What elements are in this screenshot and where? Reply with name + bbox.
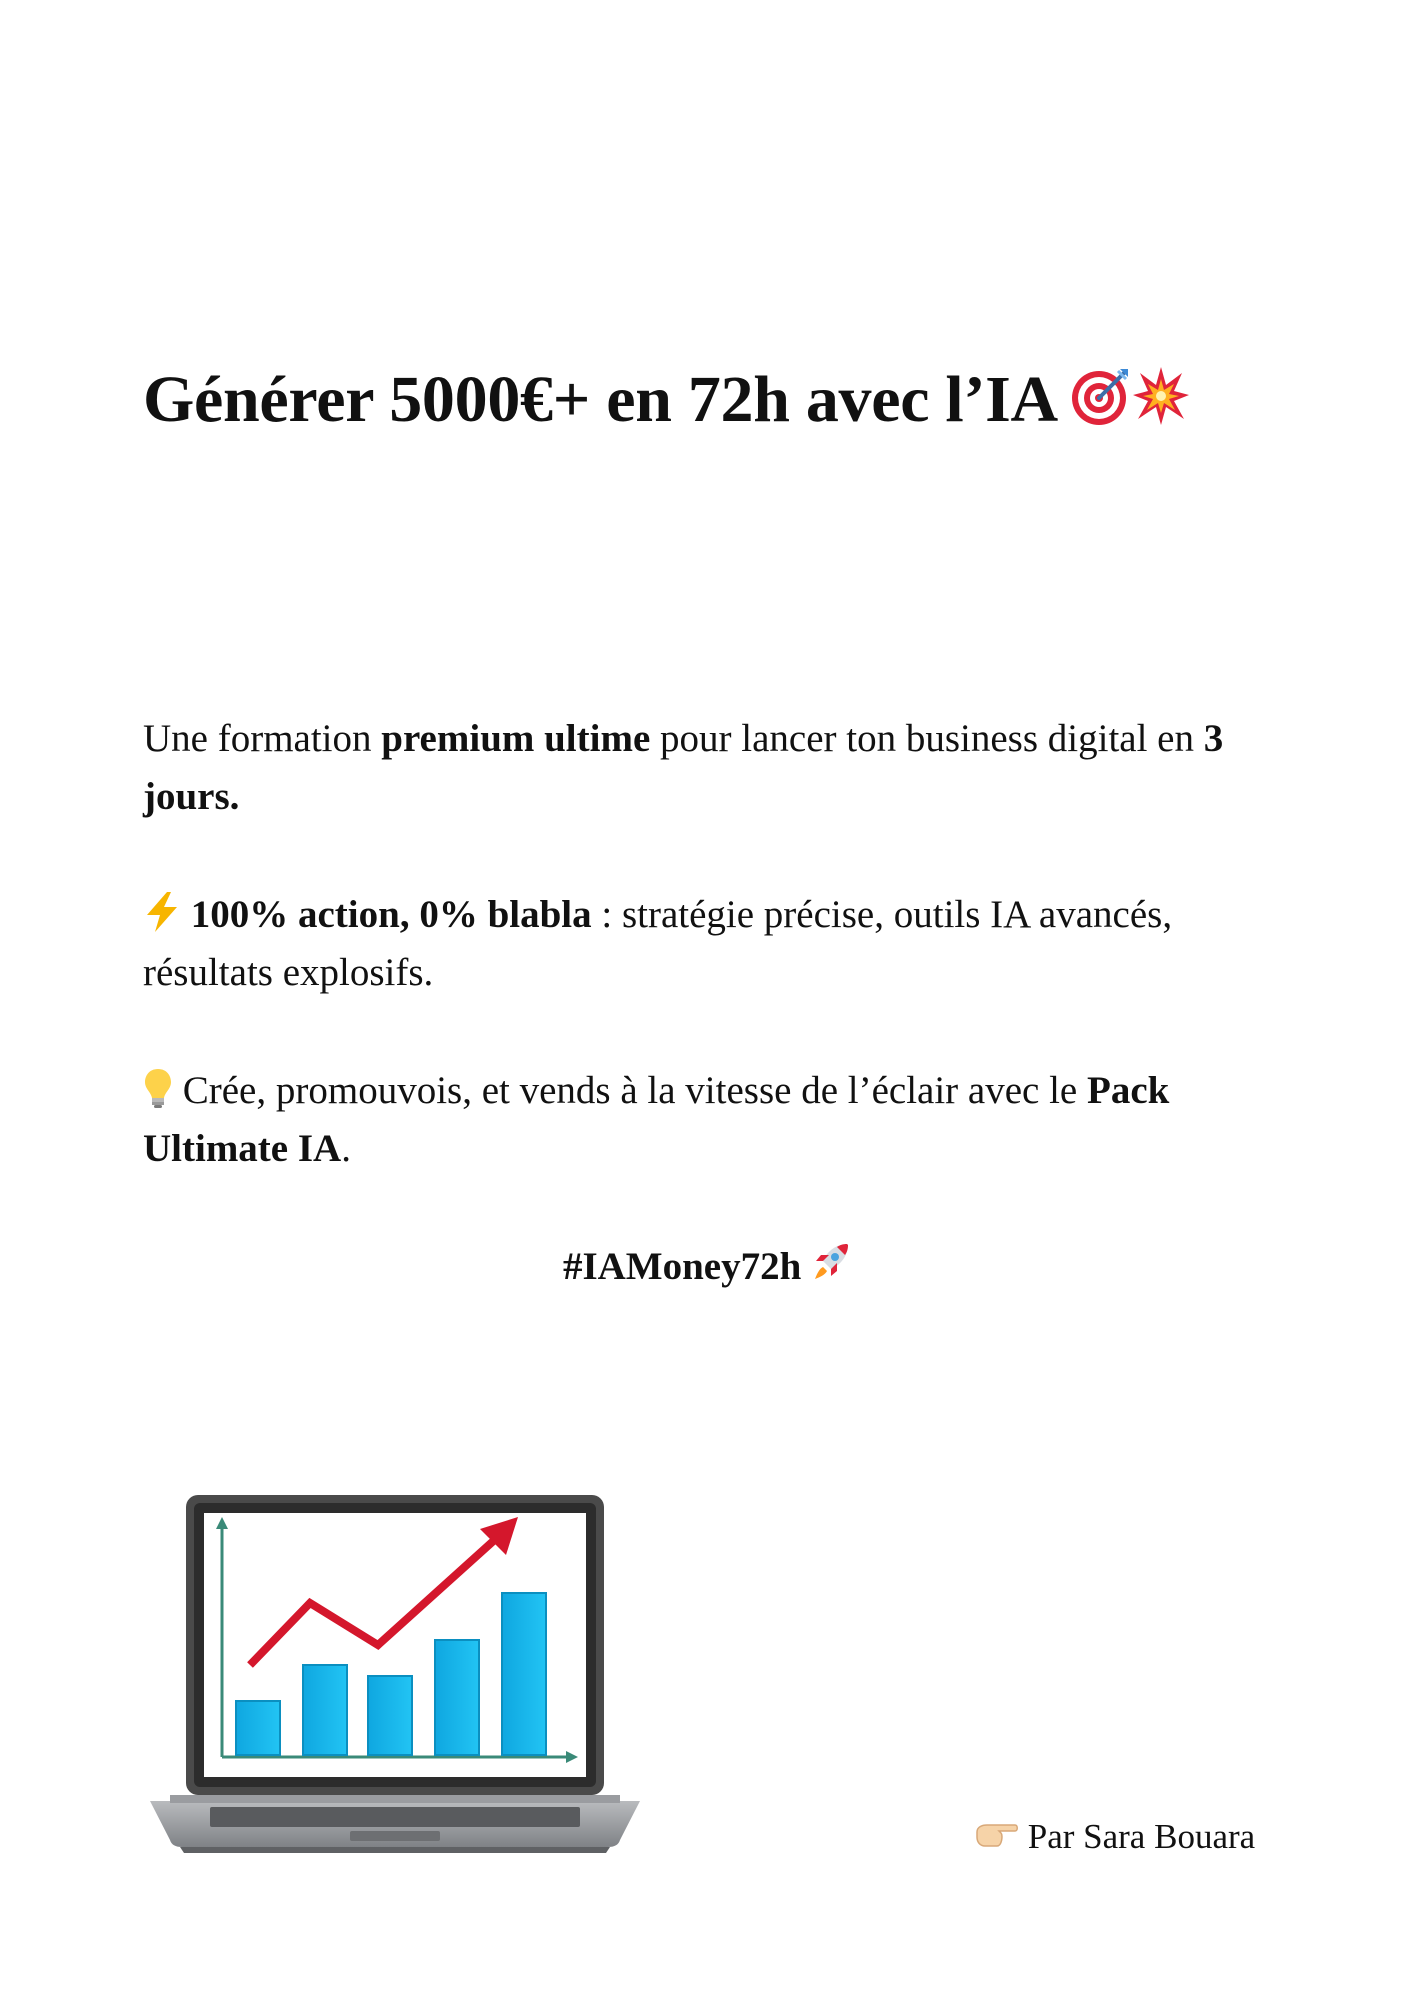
hashtag-text: #IAMoney72h xyxy=(562,1245,802,1288)
author-signature xyxy=(975,1812,1255,1862)
laptop-growth-chart-icon xyxy=(150,1495,640,1855)
pointing-hand-icon xyxy=(975,1820,1019,1850)
rocket-icon xyxy=(811,1241,851,1283)
collision-icon xyxy=(1132,365,1190,427)
lightbulb-icon xyxy=(143,1067,173,1109)
intro-text: Une formation xyxy=(143,717,382,760)
create-bold-pack: Pack Ultimate IA xyxy=(143,1069,1170,1170)
intro-bold-days: 3 jours. xyxy=(143,717,1224,818)
signature-text: Par Sara Bouara xyxy=(1027,1817,1256,1856)
action-bold: 100% action, 0% blabla xyxy=(190,893,592,936)
intro-paragraph xyxy=(143,710,1273,826)
action-paragraph xyxy=(143,886,1273,1002)
action-text: : stratégie précise, outils IA avancés, résultats explosifs. xyxy=(143,893,1173,994)
lightning-icon xyxy=(143,891,181,933)
page-title xyxy=(143,360,1190,439)
create-paragraph xyxy=(143,1062,1273,1178)
intro-text-after: pour lancer ton business digital en xyxy=(650,717,1204,760)
page-title-text: Générer 5000€+ en 72h avec l’IA xyxy=(143,363,1055,436)
intro-bold-premium: premium ultime xyxy=(381,717,651,760)
create-text-end: . xyxy=(341,1127,351,1170)
hashtag xyxy=(0,1238,1414,1296)
target-icon xyxy=(1070,365,1132,427)
create-text: Crée, promouvois, et vends à la vitesse de l’éclair avec le xyxy=(173,1069,1087,1112)
